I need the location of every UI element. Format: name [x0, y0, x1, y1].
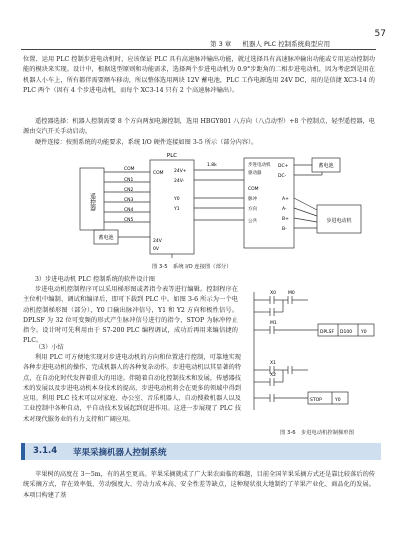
- paragraph-5: 利用 PLC 可方便地实现对步进电动机的方向和位置进行控制，可靠地实现各种步进电动机的操作，完成机器人的各种复杂动作。步进电动机以其显著的特点，在自动化时代发挥着重大的用途。伴随着自动化控制技术和发展，传感器技术的发展以及步进电动机本身技术的提高，步进电动机将会在更多的领域中得到应用。利用 PLC 技术可以对家庭、办公室、音乐机器人、自动搜救机器人以及工业控制中各种自动，平自动技术发展起到促进作用。这进一步展现了 PLC 技术对现代服务业的有力支持和广阔应用。: [23, 354, 241, 423]
- section-number: 3.1.4: [33, 446, 58, 456]
- driver-pin-b-plus: B+: [282, 217, 289, 222]
- ladder-marker-m1: M1: [270, 321, 277, 326]
- driver-pin-b-minus: B-: [282, 227, 287, 232]
- chapter-number: 第 3 章: [210, 40, 232, 48]
- section-title: 苹果采摘机器人控制系统: [73, 448, 167, 458]
- cn-4: CN4: [124, 208, 134, 213]
- remote-label: 遥控器: [88, 193, 96, 211]
- battery-label-left: 蓄电池: [98, 235, 114, 241]
- battery-label-right: 蓄电池: [318, 163, 334, 169]
- software-design-heading: 3）步进电动机 PLC 控制系统的软件设计图: [35, 276, 155, 283]
- plc-pin-24v-minus: 24V-: [174, 179, 185, 184]
- figure-3-6-ladder-diagram: [248, 290, 378, 425]
- driver-pin-dc-plus: DC+: [278, 164, 289, 169]
- ladder-instr-stop: STOP: [310, 398, 322, 403]
- ladder-marker-m0: M0: [288, 291, 295, 296]
- plc-pin-y0: Y0: [174, 197, 180, 202]
- ladder-contact-x1: X1: [270, 361, 276, 366]
- ladder-contact-x0: X0: [270, 291, 276, 296]
- figure-3-5-io-diagram: [22, 150, 377, 260]
- figure-3-5-caption: 图 3-5 系统 I/O 连接图（部分）: [152, 264, 232, 270]
- running-header: [210, 31, 386, 47]
- driver-title-2: 驱动器: [248, 171, 262, 176]
- driver-pin-dir: 方向: [248, 207, 257, 212]
- plc-com: COM: [153, 171, 164, 176]
- ladder-contact-x2: X2: [270, 373, 276, 378]
- motor-label: 步进电动机: [326, 218, 352, 224]
- driver-pin-a-minus: A-: [282, 207, 287, 212]
- resistor-label: 1.8k: [207, 163, 217, 168]
- driver-pin-com: COM: [248, 187, 259, 192]
- figure-3-6-caption: 图 3-6 步进电动机控制梯形图: [280, 430, 354, 436]
- paragraph-2: 遥控器选择：机器人控制需要 8 个方向两加电源控制，选用 HBGY801 八方向（八点动型）+8 个控制点，轻型遥控器，电源由交汽开关手动启动。: [23, 118, 375, 136]
- chapter-title: 机器人 PLC 控制系统典型应用: [242, 40, 331, 48]
- remote-com: COM: [124, 167, 135, 172]
- driver-pin-dc-minus: DC-: [278, 174, 287, 179]
- plc-label: PLC: [166, 153, 178, 159]
- ladder-arg-y0: Y0: [361, 330, 367, 335]
- driver-pin-a-plus: A+: [282, 197, 289, 202]
- driver-pin-pulse: 脉冲: [248, 197, 257, 202]
- ladder-arg-stop-y0: Y0: [335, 398, 341, 403]
- driver-title-1: 步进电动机: [248, 163, 271, 168]
- plc-pin-y1: Y1: [174, 207, 180, 212]
- paragraph-1: 位置、运用 PLC 控制步进电动机时，应该保证 PLC 具有高速脉冲输出功能，就过选择具有高速脉冲输出功能或专用运动控制功能的模块来实现。设计中，根据选型原则和功能需求，选择两个步进电动机为 0.9°步距角的二相步进电动机，因为考虑到是用在机器人小车上，所有都伴需要额车移动，所以整体选用两块 12V 蓄电池，PLC 工作电源选用 24V DC，用的是信捷 XC3-14 的 PLC 两个（因有 4 个步进电动机，而每个 XC3-14 只有 2 个高速脉冲输出）。: [23, 56, 375, 94]
- ladder-instr-dplsf: DPLSF: [320, 330, 335, 335]
- paragraph-4: 步进电动机控制程序可以采用梯形图或者指令表等进行编辑。控制程序在主位机中编制、调试和编译后，即可下载到 PLC 中。如图 3-6 所示为一个电动机控制梯形图（部分），Y0 口输出脉冲信号，Y1 和 Y2 方向和极性信号。DPLSF 为 32 位可变频的形式产生脉冲信号进行的指令，STOP 为脉冲停止指令。设计时可先利用由于 S7-200 PLC 编程调试，成功后再用来编信捷的 PLC。: [23, 286, 238, 345]
- cn-2: CN2: [124, 188, 134, 193]
- cn-5: CN5: [124, 218, 134, 223]
- plc-pin-24v: 24V: [153, 239, 162, 244]
- plc-pin-0v: 0V: [153, 247, 159, 252]
- section-heading-bar: [21, 443, 381, 460]
- page-number: 57: [374, 29, 386, 39]
- header-rule: [21, 49, 376, 50]
- paragraph-last: 苹果树的高度在 3～5m，有的甚至更高。苹果采摘就成了广大果农面临的难题，目前全国苹果采摘方式还是靠比较落后的传统采摘方式，存在效率低、劳动强度大、劳动力成本高、安全性差等缺点，这种现状很大地制约了苹果产业化、商品化的发展。本项目构建了基: [23, 471, 375, 499]
- paragraph-3: 硬件连接：按照系统的功能要求，系统 I/O 硬件连接如图 3-5 所示（部分内容）。: [35, 139, 258, 146]
- ladder-arg-d100: D100: [340, 330, 353, 335]
- cn-1: CN1: [124, 178, 134, 183]
- driver-pin-common: 公共: [248, 219, 257, 224]
- plc-pin-24v-plus: 24V+: [174, 169, 187, 174]
- cn-3: CN3: [124, 198, 134, 203]
- summary-heading: （3）小结: [35, 344, 64, 351]
